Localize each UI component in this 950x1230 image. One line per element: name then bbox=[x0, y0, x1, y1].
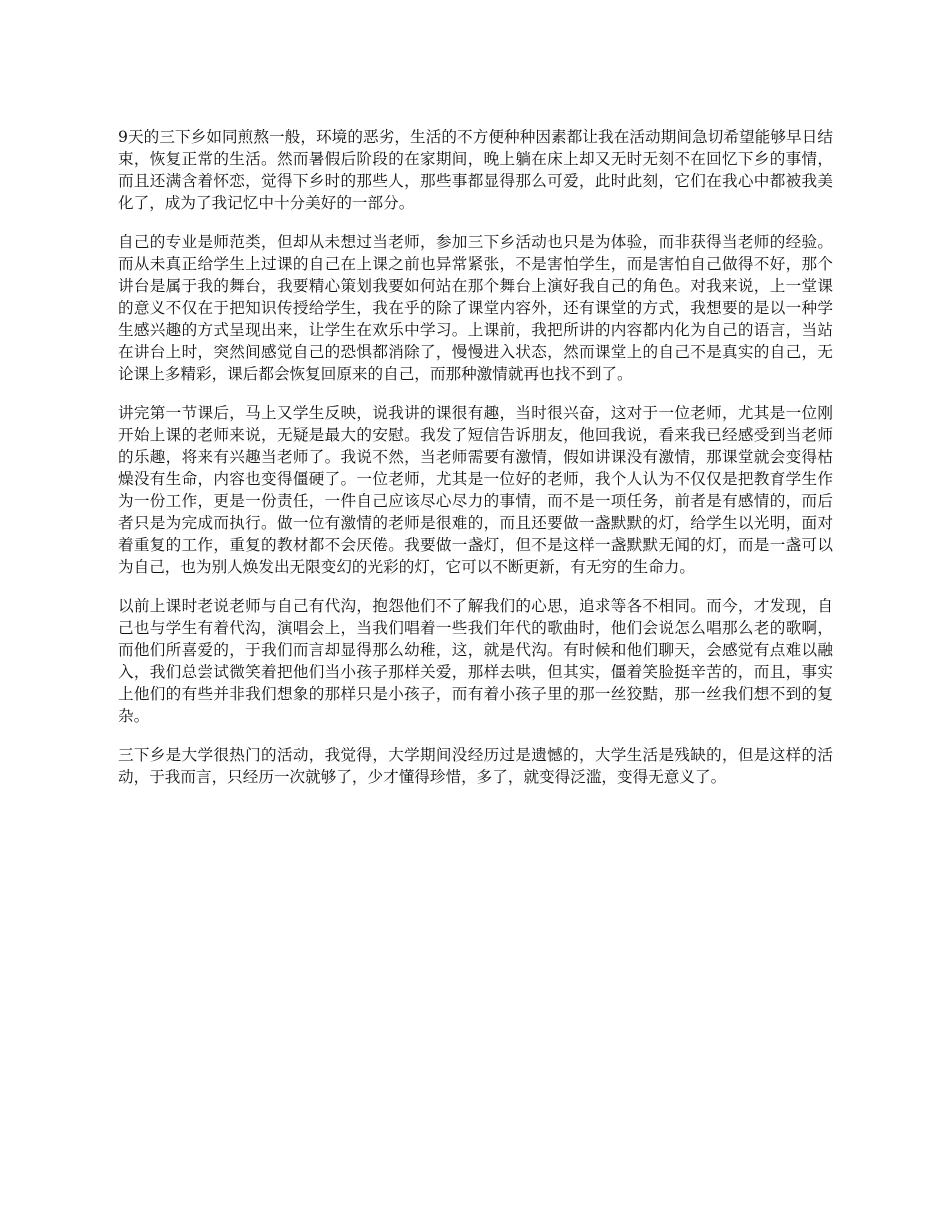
paragraph-4: 以前上课时老说老师与自己有代沟，抱怨他们不了解我们的心思，追求等各不相同。而今，才发现，自己也与学生有着代沟，演唱会上，当我们唱着一些我们年代的歌曲时，他们会说怎么唱那么老的歌啊，而他们所喜爱的，于我们而言却显得那么幼稚，这，就是代沟。有时候和他们聊天，会感觉有点难以融入，我们总尝试微笑着把他们当小孩子那样关爱，那样去哄，但其实，僵着笑脸挺辛苦的，而且，事实上他们的有些并非我们想象的那样只是小孩子，而有着小孩子里的那一丝狡黠，那一丝我们想不到的复杂。 bbox=[118, 597, 833, 725]
paragraph-3: 讲完第一节课后，马上又学生反映，说我讲的课很有趣，当时很兴奋，这对于一位老师，尤其是一位刚开始上课的老师来说，无疑是最大的安慰。我发了短信告诉朋友，他回我说，看来我已经感受到当老师的乐趣，将来有兴趣当老师了。我说不然，当老师需要有激情，假如讲课没有激情，那课堂就会变得枯燥没有生命，内容也变得僵硬了。一位老师，尤其是一位好的老师，我个人认为不仅仅是把教育学生作为一份工作，更是一份责任，一件自己应该尽心尽力的事情，而不是一项任务，前者是有感情的，而后者只是为完成而执行。做一位有激情的老师是很难的，而且还要做一盏默默的灯，给学生以光明，面对着重复的工作，重复的教材都不会厌倦。我要做一盏灯，但不是这样一盏默默无闻的灯，而是一盏可以为自己，也为别人焕发出无限变幻的光彩的灯，它可以不断更新，有无穷的生命力。 bbox=[118, 404, 833, 576]
paragraph-5: 三下乡是大学很热门的活动，我觉得，大学期间没经历过是遗憾的，大学生活是残缺的，但是这样的活动，于我而言，只经历一次就够了，少才懂得珍惜，多了，就变得泛滥，变得无意义了。 bbox=[118, 746, 833, 786]
paragraph-1: 9天的三下乡如同煎熬一般，环境的恶劣，生活的不方便种种因素都让我在活动期间急切希望能够早日结束，恢复正常的生活。然而暑假后阶段的在家期间，晚上躺在床上却又无时无刻不在回忆下乡的事情，而且还满含着怀恋，觉得下乡时的那些人，那些事都显得那么可爱，此时此刻，它们在我心中都被我美化了，成为了我记忆中十分美好的一部分。 bbox=[118, 128, 833, 212]
paragraph-2: 自己的专业是师范类，但却从未想过当老师，参加三下乡活动也只是为体验，而非获得当老师的经验。而从未真正给学生上过课的自己在上课之前也异常紧张，不是害怕学生，而是害怕自己做得不好，那个讲台是属于我的舞台，我要精心策划我要如何站在那个舞台上演好我自己的角色。对我来说，上一堂课的意义不仅在于把知识传授给学生，我在乎的除了课堂内容外，还有课堂的方式，我想要的是以一种学生感兴趣的方式呈现出来，让学生在欢乐中学习。上课前，我把所讲的内容都内化为自己的语言，当站在讲台上时，突然间感觉自己的恐惧都消除了，慢慢进入状态，然而课堂上的自己不是真实的自己，无论课上多精彩，课后都会恢复回原来的自己，而那种激情就再也找不到了。 bbox=[118, 233, 833, 383]
document-body bbox=[118, 126, 833, 805]
